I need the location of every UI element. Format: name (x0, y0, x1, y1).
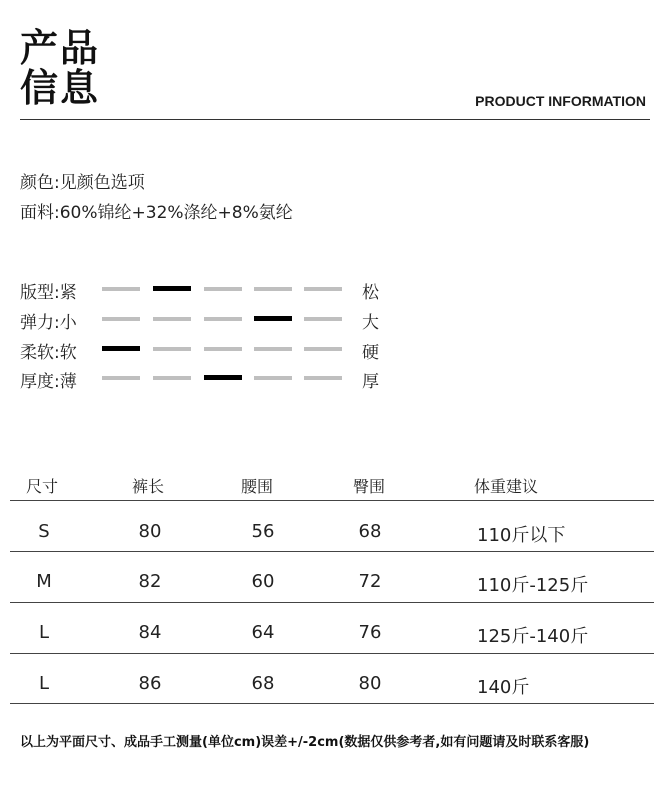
scale-label: 弹力:小 (20, 313, 77, 333)
scale-segment (204, 317, 242, 321)
table-cell: 56 (251, 521, 275, 542)
scale-segment (153, 347, 191, 351)
table-cell: 68 (251, 673, 275, 694)
table-cell: L (38, 622, 50, 643)
table-cell: 68 (358, 521, 382, 542)
scale-segment-active (153, 286, 191, 291)
scale-right-label: 松 (362, 283, 379, 303)
table-cell: 82 (138, 571, 162, 592)
table-header-cell: 尺寸 (26, 477, 59, 496)
table-cell: 72 (358, 571, 382, 592)
scale-segment (254, 376, 292, 380)
scale-segment (204, 287, 242, 291)
table-cell: 110斤-125斤 (477, 575, 589, 596)
scale-segment (204, 347, 242, 351)
scale-right-label: 厚 (362, 372, 379, 392)
title-line-2: 信息 (20, 66, 101, 110)
scale-segment (102, 317, 140, 321)
scale-segment (102, 376, 140, 380)
scale-segment (102, 287, 140, 291)
scale-segment (304, 317, 342, 321)
scale-segment (304, 287, 342, 291)
table-row-divider (10, 703, 654, 704)
title-line-1: 产品 (20, 26, 101, 70)
table-cell: 60 (251, 571, 275, 592)
table-header-cell: 体重建议 (474, 477, 539, 496)
scale-row (20, 278, 400, 303)
scale-label: 版型:紧 (20, 283, 77, 303)
table-row-divider (10, 551, 654, 552)
scale-label: 柔软:软 (20, 343, 77, 363)
table-cell: 140斤 (477, 677, 530, 698)
scale-segment (153, 317, 191, 321)
scale-row (20, 338, 400, 363)
scale-row (20, 367, 400, 392)
scale-segment (153, 376, 191, 380)
table-cell: 64 (251, 622, 275, 643)
scale-segment (304, 376, 342, 380)
table-row-divider (10, 653, 654, 654)
scale-segment (304, 347, 342, 351)
scale-segment-active (102, 346, 140, 351)
table-cell: 80 (358, 673, 382, 694)
scale-segment (254, 287, 292, 291)
scale-label: 厚度:薄 (20, 372, 77, 392)
table-header-cell: 臀围 (353, 477, 386, 496)
table-cell: M (36, 571, 52, 592)
header-divider (20, 119, 650, 120)
scale-row (20, 308, 400, 333)
page-title (20, 28, 100, 108)
table-cell: 80 (138, 521, 162, 542)
table-row-divider (10, 602, 654, 603)
table-header-cell: 裤长 (132, 477, 165, 496)
table-cell: S (38, 521, 50, 542)
scale-segment (254, 347, 292, 351)
page-subtitle: PRODUCT INFORMATION (475, 93, 646, 109)
table-cell: 86 (138, 673, 162, 694)
table-header-cell: 腰围 (241, 477, 274, 496)
table-cell: 84 (138, 622, 162, 643)
table-top-divider (10, 500, 654, 501)
table-cell: 76 (358, 622, 382, 643)
table-cell: L (38, 673, 50, 694)
color-info: 颜色:见颜色选项 (20, 173, 145, 193)
scale-segment-active (254, 316, 292, 321)
fabric-info: 面料:60%锦纶+32%涤纶+8%氨纶 (20, 203, 293, 223)
scale-segment-active (204, 375, 242, 380)
scale-right-label: 硬 (362, 343, 379, 363)
table-cell: 125斤-140斤 (477, 626, 589, 647)
measurement-note: 以上为平面尺寸、成品手工测量(单位cm)误差+/-2cm(数据仅供参考者,如有问题请及时联系客服) (20, 735, 590, 750)
table-cell: 110斤以下 (477, 525, 566, 546)
scale-right-label: 大 (362, 313, 379, 333)
